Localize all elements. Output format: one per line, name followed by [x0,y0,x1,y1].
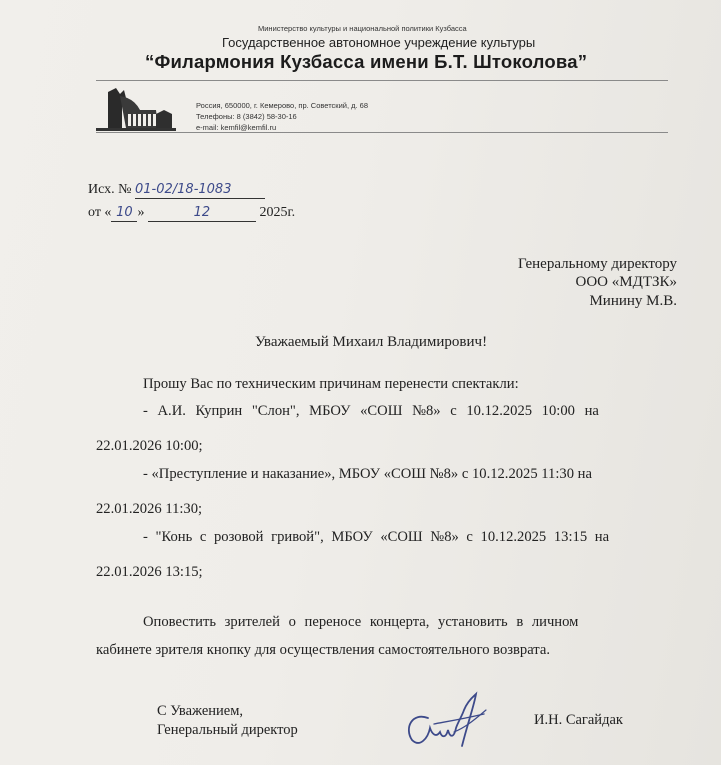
date-day-field [111,205,137,222]
header-divider-bottom [96,132,668,133]
date-mid: » [137,205,145,220]
organization-name: “Филармония Кузбасса имени Б.Т. Штоколова” [145,51,588,72]
ministry-line: Министерство культуры и национальной политики Кузбасса [258,24,467,33]
notice-line1: Оповестить зрителей о переносе концерта, установить в личном [143,614,579,630]
list-item-line1: - «Преступление и наказание», МБОУ «СОШ №8» с 10.12.2025 11:30 на [143,466,592,482]
list-item-date: 22.01.2026 11:30; [96,501,203,517]
outgoing-date-line [88,205,295,222]
addressee-name: Минину М.В. [589,293,677,309]
closing-position: Генеральный директор [157,722,298,738]
outgoing-label: Исх. № [88,182,132,197]
handwritten-signature-icon [398,688,498,752]
outgoing-number: 01-02/18-1083 [135,182,232,197]
signer-name: И.Н. Сагайдак [534,712,623,728]
notice-line2: кабинете зрителя кнопку для осуществления самостоятельного возврата. [96,642,550,658]
addressee-position: Генеральному директору [517,256,677,272]
date-year: 2025г. [259,205,296,220]
phone-line: Телефоны: 8 (3842) 58-30-16 [196,112,297,121]
organization-line: Государственное автономное учреждение культуры [222,35,536,50]
date-prefix: от « [88,205,112,220]
date-month: 12 [193,205,211,220]
list-item-date: 22.01.2026 13:15; [96,564,203,580]
outgoing-number-line [88,182,265,199]
date-month-field [148,205,256,222]
addressee-company: ООО «МДТЗК» [575,274,677,290]
greeting: Уважаемый Михаил Владимирович! [255,334,488,350]
date-day: 10 [116,205,133,220]
request-text: Прошу Вас по техническим причинам перенести спектакли: [143,376,519,392]
list-item-date: 22.01.2026 10:00; [96,438,203,454]
list-item-line1: - А.И. Куприн "Слон", МБОУ «СОШ №8» с 10.12.2025 10:00 на [143,403,599,419]
philharmonic-logo-icon [96,84,176,134]
email-line: e-mail: kemfil@kemfil.ru [196,123,277,132]
list-item-line1: - "Конь с розовой гривой", МБОУ «СОШ №8» с 10.12.2025 13:15 на [143,529,610,545]
list-item [143,403,687,420]
outgoing-number-field [135,182,265,199]
address-line: Россия, 650000, г. Кемерово, пр. Советский, д. 68 [196,101,369,110]
closing-regards: С Уважением, [157,703,244,719]
header-divider-top [96,80,668,81]
